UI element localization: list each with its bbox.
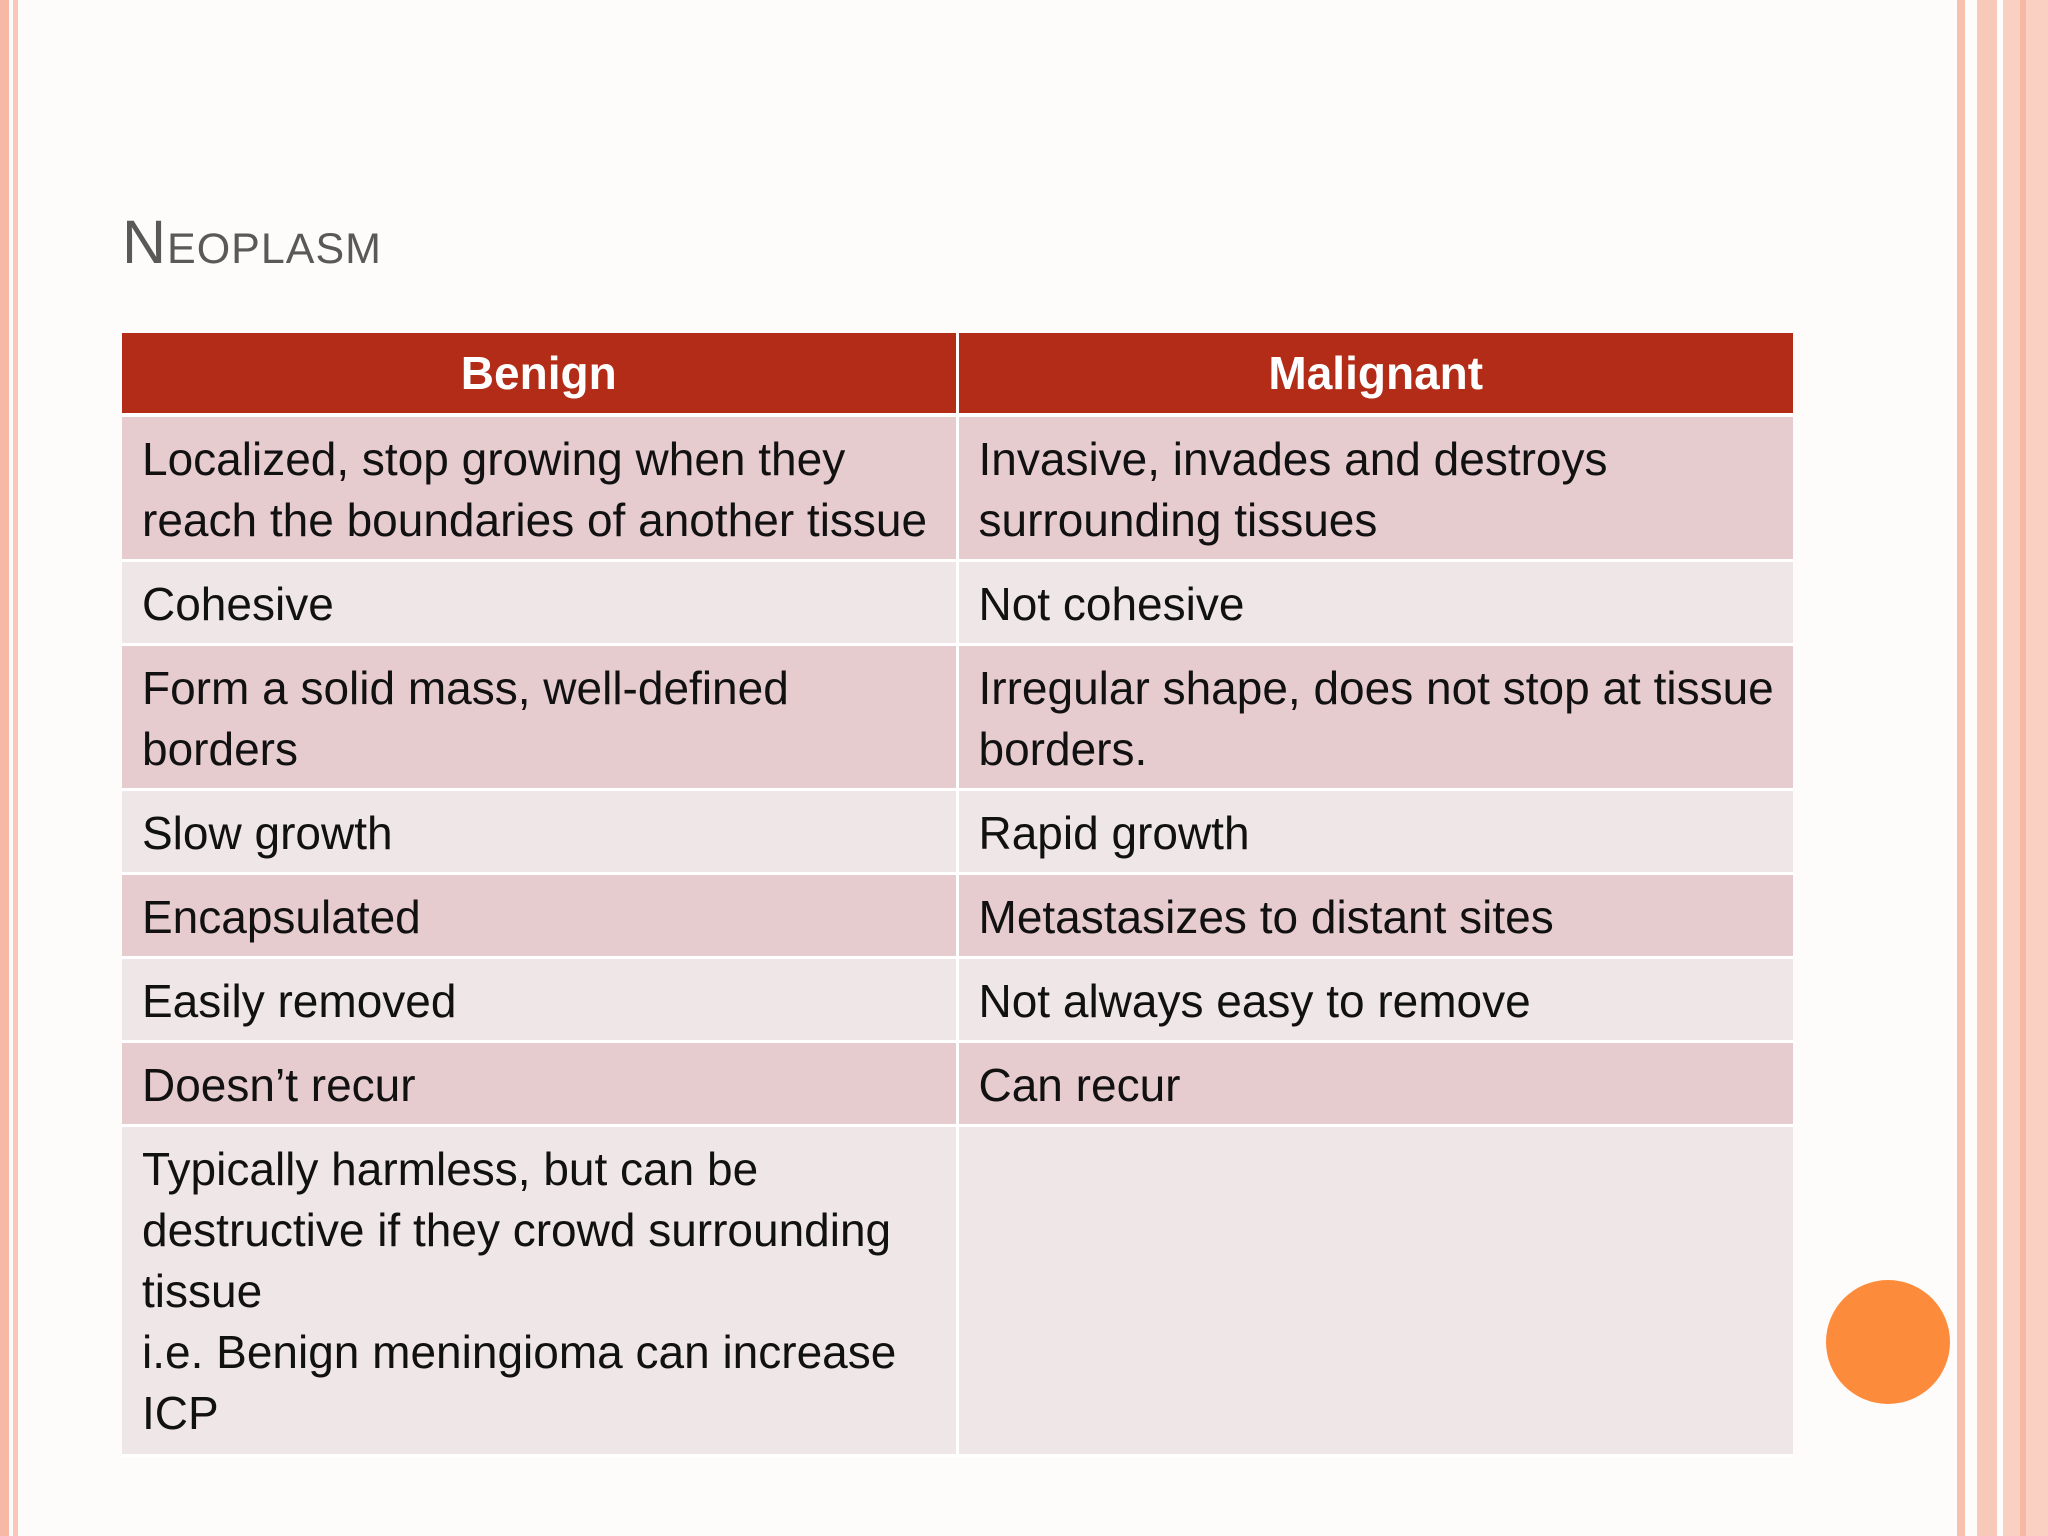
slide-title: Neoplasm (122, 208, 382, 276)
table-row (122, 958, 1793, 1042)
header-benign: Benign (122, 333, 957, 415)
table-row (122, 561, 1793, 645)
table-row (122, 874, 1793, 958)
benign-cell: Form a solid mass, well-defined borders (122, 645, 957, 790)
malignant-cell: Can recur (957, 1042, 1793, 1126)
left-decorative-stripe (0, 0, 9, 1536)
decorative-circle (1826, 1280, 1950, 1404)
header-malignant: Malignant (957, 333, 1793, 415)
table-row (122, 415, 1793, 561)
comparison-table (122, 333, 1793, 1457)
right-decorative-stripe-line (2020, 0, 2026, 1536)
right-decorative-stripe-band (1977, 0, 1997, 1536)
benign-cell: Localized, stop growing when they reach the boundaries of another tissue (122, 415, 957, 561)
benign-cell: Cohesive (122, 561, 957, 645)
malignant-cell: Not cohesive (957, 561, 1793, 645)
malignant-cell: Not always easy to remove (957, 958, 1793, 1042)
malignant-cell: Rapid growth (957, 790, 1793, 874)
malignant-cell: Irregular shape, does not stop at tissue borders. (957, 645, 1793, 790)
table-row (122, 1042, 1793, 1126)
left-decorative-stripe-inner (13, 0, 18, 1536)
malignant-cell: Metastasizes to distant sites (957, 874, 1793, 958)
malignant-cell: Invasive, invades and destroys surrounding tissues (957, 415, 1793, 561)
right-decorative-stripe (1957, 0, 1965, 1536)
table-row (122, 1126, 1793, 1456)
table-header-row (122, 333, 1793, 415)
malignant-cell (957, 1126, 1793, 1456)
benign-cell: Easily removed (122, 958, 957, 1042)
benign-cell: Typically harmless, but can be destructive if they crowd surrounding tissue i.e. Benign meningioma can increase ICP (122, 1126, 957, 1456)
benign-cell: Doesn’t recur (122, 1042, 957, 1126)
table-row (122, 645, 1793, 790)
table-row (122, 790, 1793, 874)
benign-cell: Encapsulated (122, 874, 957, 958)
benign-cell: Slow growth (122, 790, 957, 874)
